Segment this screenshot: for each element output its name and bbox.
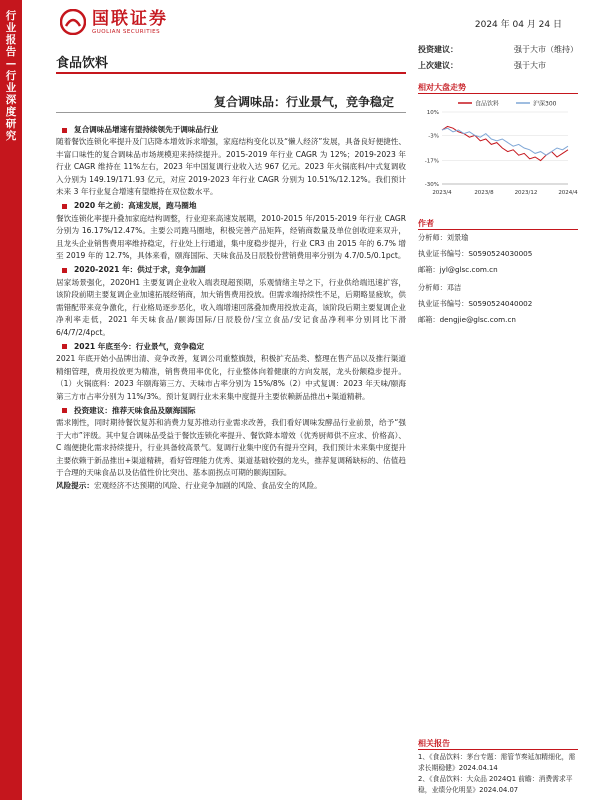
section-heading: 投资建议：推荐天味食品及颐海国际: [56, 405, 406, 417]
legend-label: 食品饮料: [475, 100, 500, 108]
industry-name: 食品饮料: [56, 56, 109, 71]
bullet-square-icon: [62, 204, 67, 209]
legend-label: 沪深300: [533, 100, 557, 108]
related-divider: [418, 749, 578, 750]
x-tick-label: 2023/4: [432, 190, 452, 196]
risk-text: 宏观经济不达预期的风险、行业竞争加剧的风险、食品安全的风险。: [93, 481, 322, 491]
report-title: 复合调味品：行业景气，竞争稳定: [213, 95, 394, 109]
section-body: 需求刚性，同时期待餐饮复苏和消费力复苏推动行业需求改善，我们看好调味发酵品行业前景，给予“强于大市”评级。其中复合调味品受益于餐饮连锁化率提升、餐饮降本增效（优秀厨师供不应求、价格高）、C 端便捷化需求持续提升，行业具备较高景气。复调行业集中度仍有提升空间，我们预计未来集中度提升主要依赖于新品推出+渠道精耕，看好管理能力优秀、渠道基础较强的龙头，推荐复调稀缺标的、估值趋于合理的天味食品以及估值性价比突出、基本面拐点可期的颐海国际。: [56, 418, 406, 477]
x-tick-label: 2023/8: [474, 190, 494, 196]
analyst-line-4: 分析师：邓洁: [418, 283, 462, 292]
section-body: 2021 年底开始小品牌出清、竞争改善，复调公司重整旗鼓，积极扩充品类、整理在售产品以及推行渠道精细管理，费用投放更为精准，销售费用率优化，行业整体向着健康的方向发展，龙头份额稳步提升。（1）火锅底料：2023 年颐海第三方、天味市占率分别为 15%/8%（2）中式复调：2023 年天味/颐海第三方市占率分别为 11%/3%。预计复调行业未来集中度提升主要依赖新品推出+渠道精耕。: [56, 354, 406, 401]
sidebar-label: 行业报告—行业深度研究: [5, 10, 17, 142]
section-heading: 2021 年底至今：行业景气，竞争稳定: [56, 341, 406, 353]
trend-divider: [418, 93, 578, 94]
related-report-item[interactable]: 1、《食品饮料：茅台专题：需管节奏延加精细化，需求长期稳健》2024.04.14: [418, 753, 576, 772]
y-tick-label: -17%: [424, 158, 439, 165]
prev-label: 上次建议：: [418, 61, 458, 70]
bullet-square-icon: [62, 128, 67, 133]
y-tick-label: -30%: [424, 182, 439, 188]
related-reports: [418, 752, 578, 796]
section-body: 居家场景强化，2020H1 主要复调企业收入端表现超预期，乐观情绪主导之下，行业供给端迅速扩容，该阶段前期主要复调企业加速拓展经销商，加大销售费用投放。但需求端持续性不足，后期略显疲软，供需错配带来竞争激化，行业格局逐步恶化，收入端增速回落叠加费用投放走高，该阶段后期主要复调企业净利率走低，2021 年天味食品/颐海国际/日辰股份/宝立食品/安记食品净利率分别同比下滑 6/4/7/2/4pct。: [56, 277, 406, 337]
x-tick-label: 2024/4: [558, 190, 578, 196]
section-body: 随着餐饮连锁化率提升及门店降本增效诉求增强，家庭结构变化以及“懒人经济”发展，具备良好便捷性、丰富口味性的复合调味品市场规模迎来持续提升。2015-2019 年行业 CAGR 为 12%；2019-2023 年行业 CAGR 维持在 11%左右，2023 年中国复调行业收入达 967 亿元。2023 年火锅底料/中式复调收入分别为 149.19/171.93 亿元，对应 2019-2023 年行业 CAGR 分别为 10.51%/12.12%。我们预计未来 3 年行业复合增速有望维持在双位数水平。: [56, 137, 406, 197]
header-divider: [56, 72, 406, 74]
analyst-line-6[interactable]: 邮箱：dengjie@glsc.com.cn: [418, 315, 516, 324]
section-body: 餐饮连锁化率提升叠加家庭结构调整，行业迎来高速发展期，2010-2015 年/2015-2019 年行业 CAGR 分别为 16.17%/12.47%。主要公司跑马圈地，积极完善产品矩阵，经销商数量及单位创收迎来双升，且龙头企业销售费用率维持稳定，行业处上行通道，集中度稳步提升，行业 CR3 由 2015 年的 6.7% 增至 2019 年的 12.7%，具体来看，颐海国际、天味食品及日辰股份营销费用率分别为 4.7/0.5/0.1pct。: [56, 213, 406, 261]
relative-trend-chart: [418, 96, 578, 206]
bullet-square-icon: [62, 268, 67, 273]
related-title: 相关报告: [418, 739, 450, 748]
analyst-line-5: 执业证书编号：S0590524040002: [418, 299, 533, 308]
section-heading: 2020-2021 年：供过于求，竞争加剧: [56, 264, 406, 276]
section-heading: 复合调味品增速有望持续领先于调味品行业: [56, 124, 406, 136]
bullet-square-icon: [62, 344, 67, 349]
investment-rating: [418, 44, 578, 55]
report-date: 2024 年 04 月 24 日: [474, 20, 562, 30]
analyst-divider: [418, 229, 578, 230]
logo-icon: [60, 9, 86, 35]
prev-value: 强于大市: [514, 61, 546, 70]
trend-chart-title: 相对大盘走势: [418, 83, 466, 92]
report-body: [56, 122, 406, 494]
invest-value: 强于大市（维持）: [514, 45, 578, 54]
logo-name-en: GUOLIAN SECURITIES: [92, 29, 161, 35]
analyst-line-3[interactable]: 邮箱：jyl@glsc.com.cn: [418, 265, 498, 274]
x-tick-label: 2023/12: [514, 190, 538, 196]
risk-warning: [56, 480, 406, 492]
risk-label: 风险提示：: [56, 481, 94, 491]
previous-rating: [418, 60, 546, 71]
analyst-title: 作者: [418, 219, 434, 228]
section-heading: 2020 年之前：高速发展，跑马圈地: [56, 200, 406, 212]
title-divider: [56, 112, 406, 113]
company-logo: [60, 5, 168, 39]
invest-label: 投资建议：: [418, 45, 458, 54]
y-tick-label: 10%: [426, 110, 439, 116]
logo-name-cn: 国联证券: [92, 9, 168, 29]
analyst-line-2: 执业证书编号：S0590524030005: [418, 249, 533, 258]
analyst-line-1: 分析师：刘景瑜: [418, 233, 469, 242]
related-report-item[interactable]: 2、《食品饮料：大众品 2024Q1 前瞻：消费需求平稳，业绩分化明显》2024.04.07: [418, 775, 573, 794]
report-sidebar: [0, 0, 22, 800]
y-tick-label: -3%: [428, 133, 439, 140]
bullet-square-icon: [62, 408, 67, 413]
